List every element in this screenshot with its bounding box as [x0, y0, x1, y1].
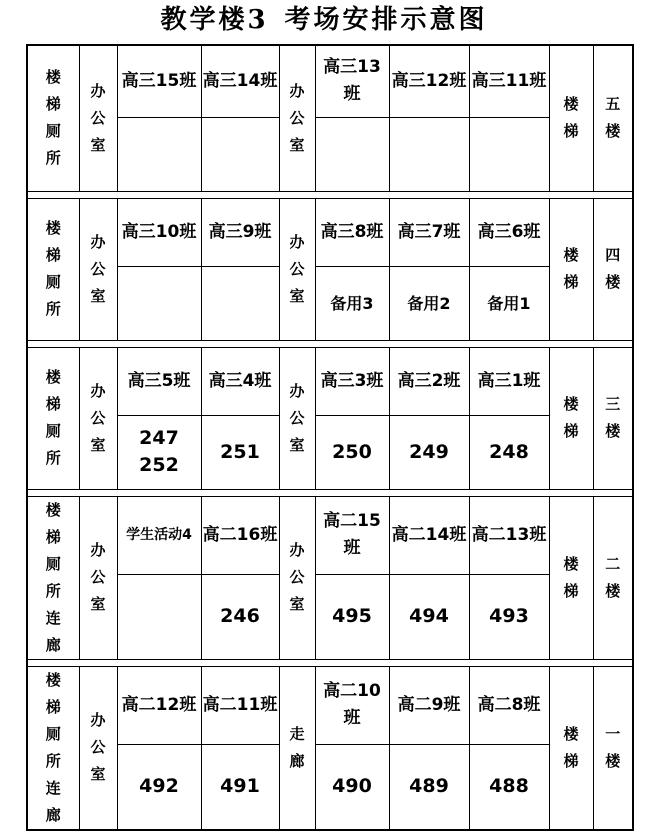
floor-label-4: 四楼: [593, 198, 633, 340]
room-2-3: 495: [315, 574, 389, 659]
floor-separator: [27, 659, 633, 666]
room-5-2: [201, 117, 279, 191]
class-2-1: 学生活动4: [117, 496, 201, 574]
room-1-2: 491: [201, 744, 279, 829]
hallway: 走廊: [279, 666, 315, 830]
room-2-1: [117, 574, 201, 659]
office-mid-3: 办公室: [279, 347, 315, 489]
class-2-5: 高二13班: [469, 496, 549, 574]
office-mid-5: 办公室: [279, 45, 315, 191]
floor-label-1: 一楼: [593, 666, 633, 830]
class-4-1: 高三10班: [117, 198, 201, 266]
room-4-3: 备用3: [315, 266, 389, 340]
stairs-4: 楼梯: [549, 198, 593, 340]
title-building: 教学楼3: [160, 5, 269, 35]
class-4-5: 高三6班: [469, 198, 549, 266]
room-4-2: [201, 266, 279, 340]
class-3-5: 高三1班: [469, 347, 549, 415]
office-left-2: 办公室: [79, 496, 117, 659]
room-1-1: 492: [117, 744, 201, 829]
stairs-toilet-corridor-2: 楼梯厕所连廊: [27, 496, 79, 659]
room-3-4: 249: [389, 415, 469, 489]
stairs-3: 楼梯: [549, 347, 593, 489]
floor-separator: [27, 489, 633, 496]
floor-separator: [27, 340, 633, 347]
class-2-3: 高二15班: [315, 496, 389, 574]
floor-label-5: 五楼: [593, 45, 633, 191]
room-3-2: 251: [201, 415, 279, 489]
stairs-2: 楼梯: [549, 496, 593, 659]
class-3-2: 高三4班: [201, 347, 279, 415]
room-3-1: 247 252: [117, 415, 201, 489]
room-4-4: 备用2: [389, 266, 469, 340]
floor-separator: [27, 191, 633, 198]
room-4-5: 备用1: [469, 266, 549, 340]
class-5-4: 高三12班: [389, 45, 469, 117]
stairs-toilet-5: 楼梯厕所: [27, 45, 79, 191]
office-left-4: 办公室: [79, 198, 117, 340]
class-2-4: 高二14班: [389, 496, 469, 574]
stairs-5: 楼梯: [549, 45, 593, 191]
class-4-3: 高三8班: [315, 198, 389, 266]
class-5-2: 高三14班: [201, 45, 279, 117]
class-5-3: 高三13班: [315, 45, 389, 117]
stairs-toilet-3: 楼梯厕所: [27, 347, 79, 489]
room-5-4: [389, 117, 469, 191]
office-mid-2: 办公室: [279, 496, 315, 659]
room-2-2: 246: [201, 574, 279, 659]
class-4-2: 高三9班: [201, 198, 279, 266]
page-title: [0, 2, 648, 38]
room-5-3: [315, 117, 389, 191]
class-1-4: 高二9班: [389, 666, 469, 744]
class-3-3: 高三3班: [315, 347, 389, 415]
stairs-toilet-4: 楼梯厕所: [27, 198, 79, 340]
office-mid-4: 办公室: [279, 198, 315, 340]
stairs-toilet-corridor-1: 楼梯厕所连廊: [27, 666, 79, 830]
office-left-1: 办公室: [79, 666, 117, 830]
room-1-4: 489: [389, 744, 469, 829]
room-3-5: 248: [469, 415, 549, 489]
room-1-3: 490: [315, 744, 389, 829]
room-5-5: [469, 117, 549, 191]
title-subtitle: 考场安排示意图: [284, 5, 488, 35]
class-3-4: 高三2班: [389, 347, 469, 415]
office-left-3: 办公室: [79, 347, 117, 489]
room-5-1: [117, 117, 201, 191]
class-1-3: 高二10班: [315, 666, 389, 744]
room-4-1: [117, 266, 201, 340]
floor-label-3: 三楼: [593, 347, 633, 489]
class-5-5: 高三11班: [469, 45, 549, 117]
class-1-1: 高二12班: [117, 666, 201, 744]
class-2-2: 高二16班: [201, 496, 279, 574]
room-2-5: 493: [469, 574, 549, 659]
floor-label-2: 二楼: [593, 496, 633, 659]
room-2-4: 494: [389, 574, 469, 659]
stairs-1: 楼梯: [549, 666, 593, 830]
class-4-4: 高三7班: [389, 198, 469, 266]
floor-plan-table: [26, 44, 634, 831]
class-1-2: 高二11班: [201, 666, 279, 744]
class-3-1: 高三5班: [117, 347, 201, 415]
room-3-3: 250: [315, 415, 389, 489]
room-1-5: 488: [469, 744, 549, 829]
class-1-5: 高二8班: [469, 666, 549, 744]
office-left-5: 办公室: [79, 45, 117, 191]
class-5-1: 高三15班: [117, 45, 201, 117]
